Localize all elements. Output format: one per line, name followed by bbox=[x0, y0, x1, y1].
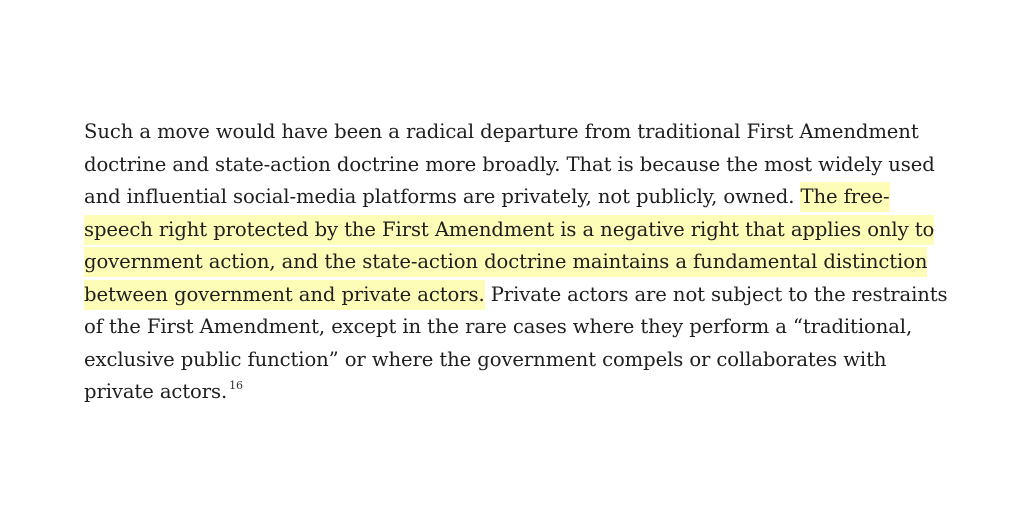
plain-text: exclusive public function” or where the government compels or collaborates with bbox=[84, 347, 887, 371]
body-paragraph bbox=[84, 116, 954, 409]
highlighted-text: government action, and the state-action doctrine maintains a fundamental distinction bbox=[84, 247, 927, 277]
text-line-6 bbox=[84, 279, 954, 312]
highlighted-text: between government and private actors. bbox=[84, 280, 485, 310]
plain-text: and influential social-media platforms are privately, not publicly, owned. bbox=[84, 185, 801, 208]
text-line-8 bbox=[84, 344, 954, 377]
text-line-2 bbox=[84, 149, 954, 182]
plain-text: Private actors are not subject to the restraints bbox=[484, 282, 948, 306]
text-line-4 bbox=[84, 214, 954, 247]
text-line-5 bbox=[84, 246, 954, 279]
plain-text: doctrine and state-action doctrine more broadly. That is because the most widely used bbox=[84, 152, 935, 176]
plain-text: Such a move would have been a radical departure from traditional First Amendment bbox=[84, 120, 919, 143]
text-line-3 bbox=[84, 181, 954, 214]
footnote-marker: 16 bbox=[229, 379, 243, 392]
highlighted-text: The free- bbox=[800, 182, 889, 212]
plain-text: of the First Amendment, except in the rare cases where they perform a “traditional, bbox=[84, 315, 913, 338]
text-line-1 bbox=[84, 116, 954, 149]
text-line-9 bbox=[84, 376, 954, 409]
highlighted-text: speech right protected by the First Amendment is a negative right that applies only to bbox=[84, 215, 934, 245]
plain-text: private actors. bbox=[84, 380, 228, 403]
text-line-7 bbox=[84, 311, 954, 344]
